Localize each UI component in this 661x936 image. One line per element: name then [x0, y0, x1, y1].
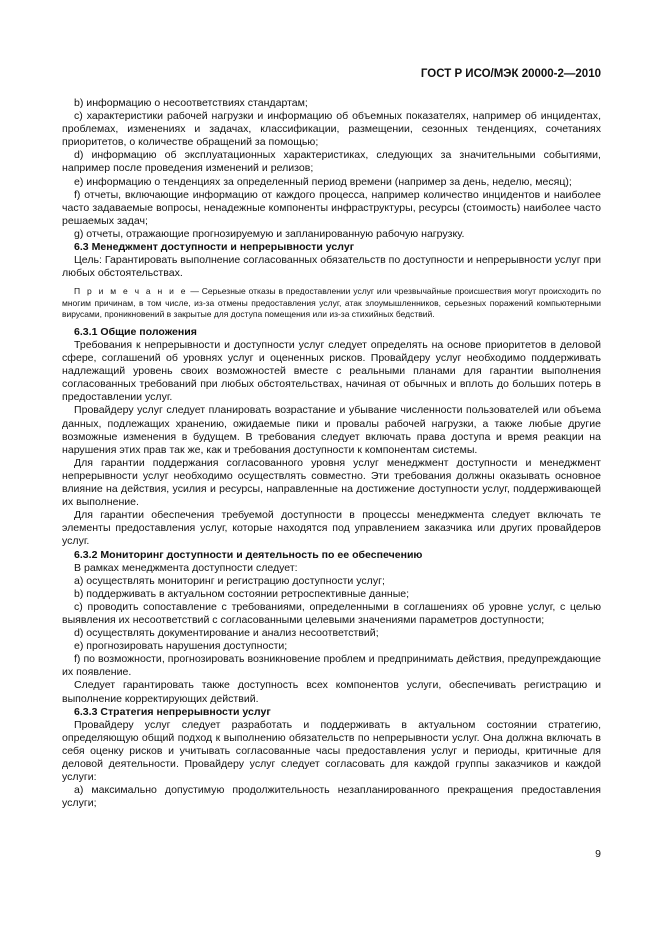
- paragraph: Следует гарантировать также доступность всех компонентов услуги, обеспечивать регистрацию и выполнение корректирующих действий.: [62, 679, 601, 705]
- paragraph: Провайдеру услуг следует планировать возрастание и убывание численности пользователей или объема данных, подлежащих хранению, ожидаемые пики и провалы рабочей нагрузки, а также любые другие возможные изменения в будущем. В требования следует включать права доступа и время реакции на нарушения этих прав так же, как и требования доступности к компонентам системы.: [62, 404, 601, 456]
- section-heading-6-3: 6.3 Менеджмент доступности и непрерывности услуг: [74, 241, 355, 254]
- paragraph: Для гарантии поддержания согласованного уровня услуг менеджмент доступности и менеджмент непрерывности услуг необходимо осуществлять совместно. Эти требования должны оказывать основное влияние на действия, усилия и ресурсы, направленные на достижение доступности услуг, поддерживающей их выполнение.: [62, 456, 601, 509]
- paragraph: Требования к непрерывности и доступности услуг следует определять на основе приоритетов в деловой сфере, соглашений об уровнях услуг и оцененных рисков. Провайдеру услуг необходимо поддерживать надлежащий уровень своих возможностей вместе с реальными планами для гарантии выполнения согласованных требований при любых обстоятельствах, начиная от обычных и вплоть до больших потерь в предоставлении услуг.: [62, 339, 601, 404]
- section-goal: Цель: Гарантировать выполнение согласованных обязательств по доступности и непрерывности услуг при любых обстоятельствах.: [62, 254, 601, 280]
- list-item: b) информацию о несоответствиях стандартам;: [74, 97, 308, 109]
- list-item: e) информацию о тенденциях за определенный период времени (например за день, неделю, месяц);: [74, 175, 572, 188]
- list-item: d) осуществлять документирование и анализ несоответствий;: [74, 627, 379, 640]
- section-heading-6-3-1: 6.3.1 Общие положения: [74, 325, 197, 338]
- list-item: e) прогнозировать нарушения доступности;: [74, 640, 288, 653]
- note-text: — Серьезные отказы в предоставлении услуг или чрезвычайные происшествия могут происходить по многим причинам, в том числе, из-за отмены предоставления услуг, атак злоумышленников, серьезных поражений компьютерными вирусами, проникновений в закрытые для доступа помещения или из-за стихийных бедствий.: [62, 286, 601, 319]
- list-item: f) отчеты, включающие информацию от каждого процесса, например количество инцидентов и наиболее часто задаваемые вопросы, ненадежные компоненты инфраструктуры, ресурсы (стоимость) наиболее часто решаемых задач;: [62, 188, 601, 227]
- page-content: [62, 97, 601, 810]
- list-item: a) осуществлять мониторинг и регистрацию доступности услуг;: [74, 574, 385, 587]
- note-label: П р и м е ч а н и е: [74, 286, 188, 297]
- section-heading-6-3-3: 6.3.3 Стратегия непрерывности услуг: [74, 705, 271, 718]
- list-item: f) по возможности, прогнозировать возникновение проблем и предпринимать действия, предупреждающие их появление.: [62, 653, 601, 679]
- paragraph: Провайдеру услуг следует разработать и поддерживать в актуальном состоянии стратегию, определяющую общий подход к выполнению обязательств по непрерывности услуг. Она должна включать в себя оценку рисков и учитывать согласованные часы предоставления услуг и периоды, критичные для деловой деятельности. Провайдеру услуг следует согласовать для каждой группы заказчиков и каждой услуги:: [62, 718, 601, 784]
- list-item: c) проводить сопоставление с требованиями, определенными в соглашениях об уровне услуг, с целью выявления их несоответствий с согласованными целевыми значениями параметров доступности;: [62, 600, 601, 626]
- list-item: a) максимально допустимую продолжительность незапланированного прекращения предоставления услуги;: [62, 784, 601, 810]
- paragraph: Для гарантии обеспечения требуемой доступности в процессы менеджмента следует включать те элементы предоставления услуг, которые находятся под управлением заказчика или других провайдеров услуг.: [62, 509, 601, 548]
- list-item: d) информацию об эксплуатационных характеристиках, следующих за значительными событиями, например после проведения изменений и релизов;: [62, 149, 601, 175]
- list-item: g) отчеты, отражающие прогнозируемую и запланированную рабочую нагрузку.: [74, 227, 465, 240]
- note: [62, 286, 601, 320]
- list-item: b) поддерживать в актуальном состоянии ретроспективные данные;: [74, 587, 410, 600]
- paragraph: В рамках менеджмента доступности следует:: [74, 561, 298, 574]
- document-header: ГОСТ Р ИСО/МЭК 20000-2—2010: [420, 68, 601, 80]
- page-number: 9: [595, 848, 601, 860]
- section-heading-6-3-2: 6.3.2 Мониторинг доступности и деятельность по ее обеспечению: [74, 548, 423, 561]
- list-item: c) характеристики рабочей нагрузки и информацию об объемных показателях, например об инцидентах, проблемах, изменениях и задачах, классификации, размещении, сезонных тенденциях, сочетаниях приоритетов, о количестве обращений за помощью;: [62, 110, 601, 149]
